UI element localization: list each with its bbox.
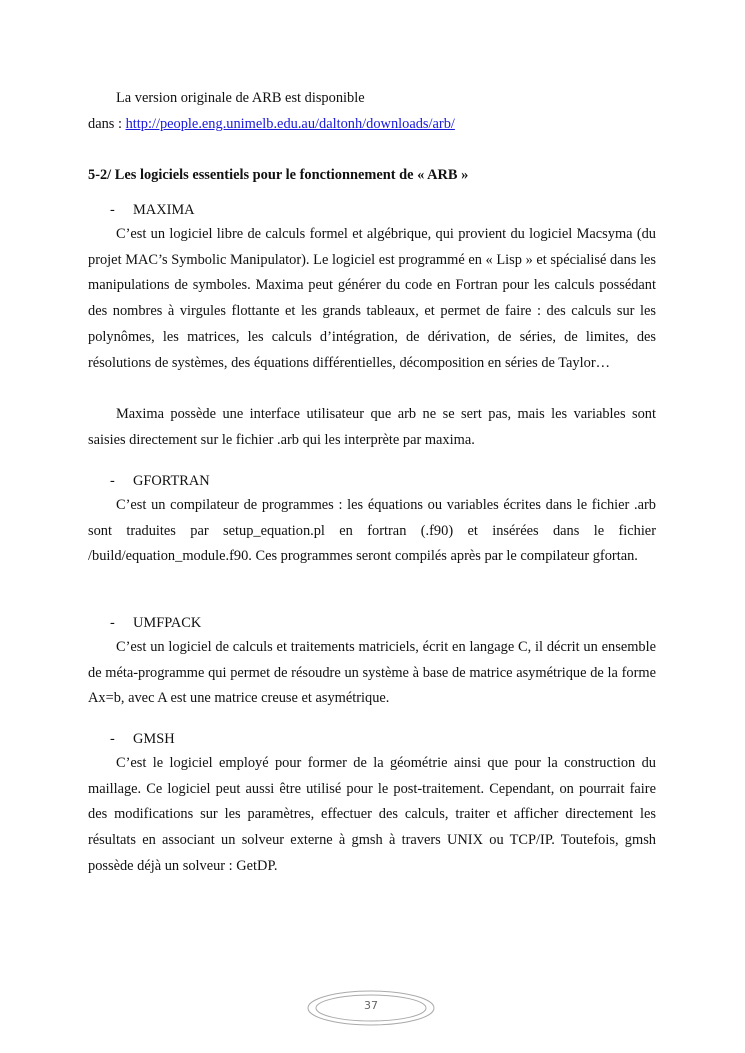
bullet-gmsh [110, 729, 175, 749]
bullet-umfpack [110, 613, 201, 633]
bullet-title: MAXIMA [133, 202, 195, 218]
bullet-marker: - [110, 202, 115, 218]
page-number: 37 [364, 999, 378, 1012]
intro-prefix: dans : [88, 116, 126, 132]
bullet-marker: - [110, 731, 115, 747]
paragraph: Maxima possède une interface utilisateur que arb ne se sert pas, mais les variables sont saisies directement sur le fichier .arb qui les interprète par maxima. [88, 406, 656, 448]
intro-line: La version originale de ARB est disponible [116, 90, 365, 106]
bullet-gfortran [110, 471, 210, 491]
paragraph: C’est un logiciel libre de calculs formel et algébrique, qui provient du logiciel Macsyma (du projet MAC’s Symbolic Manipulator). Le logiciel est programmé en « Lisp » et spécialisé dans les manipulations de symboles. Maxima peut générer du code en Fortran pour les calculs possédant des nombres à virgules flottante et les grands tableaux, et permet de faire : des calculs sur les polynômes, les matrices, les calculs d’intégration, de dérivation, de séries, de limites, des résolutions de systèmes, des équations différentielles, décomposition en séries de Taylor… [88, 226, 656, 371]
paragraph: C’est un logiciel de calculs et traitements matriciels, écrit en langage C, il décrit un ensemble de méta-programme qui permet de résoudre un système à base de matrice asymétrique de la forme Ax=b, avec A est une matrice creuse et asymétrique. [88, 639, 656, 707]
bullet-title: GMSH [133, 731, 175, 747]
bullet-title: UMFPACK [133, 615, 202, 631]
paragraph: C’est le logiciel employé pour former de la géométrie ainsi que pour la construction du maillage. Ce logiciel peut aussi être utilisé pour le post-traitement. Cependant, on pourrait faire des modifications sur les paramètres, effectuer des calculs, traiter et afficher directement les résultats en associant un solveur externe à gmsh à travers UNIX ou TCP/IP. Toutefois, gmsh possède déjà un solveur : GetDP. [88, 755, 656, 874]
paragraph: C’est un compilateur de programmes : les équations ou variables écrites dans le fichier .arb sont traduites par setup_equation.pl en fortran (.f90) et insérées dans le fichier /build/equation_module.f90. Ces programmes seront compilés après par le compilateur gfortan. [88, 497, 656, 565]
bullet-marker: - [110, 615, 115, 631]
page-number-badge [307, 990, 435, 1026]
bullet-title: GFORTRAN [133, 473, 210, 489]
section-heading: 5-2/ Les logiciels essentiels pour le fonctionnement de « ARB » [88, 167, 469, 183]
download-link[interactable]: http://people.eng.unimelb.edu.au/daltonh/downloads/arb/ [125, 116, 455, 132]
bullet-maxima [110, 200, 195, 220]
intro-link-line [88, 114, 656, 134]
bullet-marker: - [110, 473, 115, 489]
